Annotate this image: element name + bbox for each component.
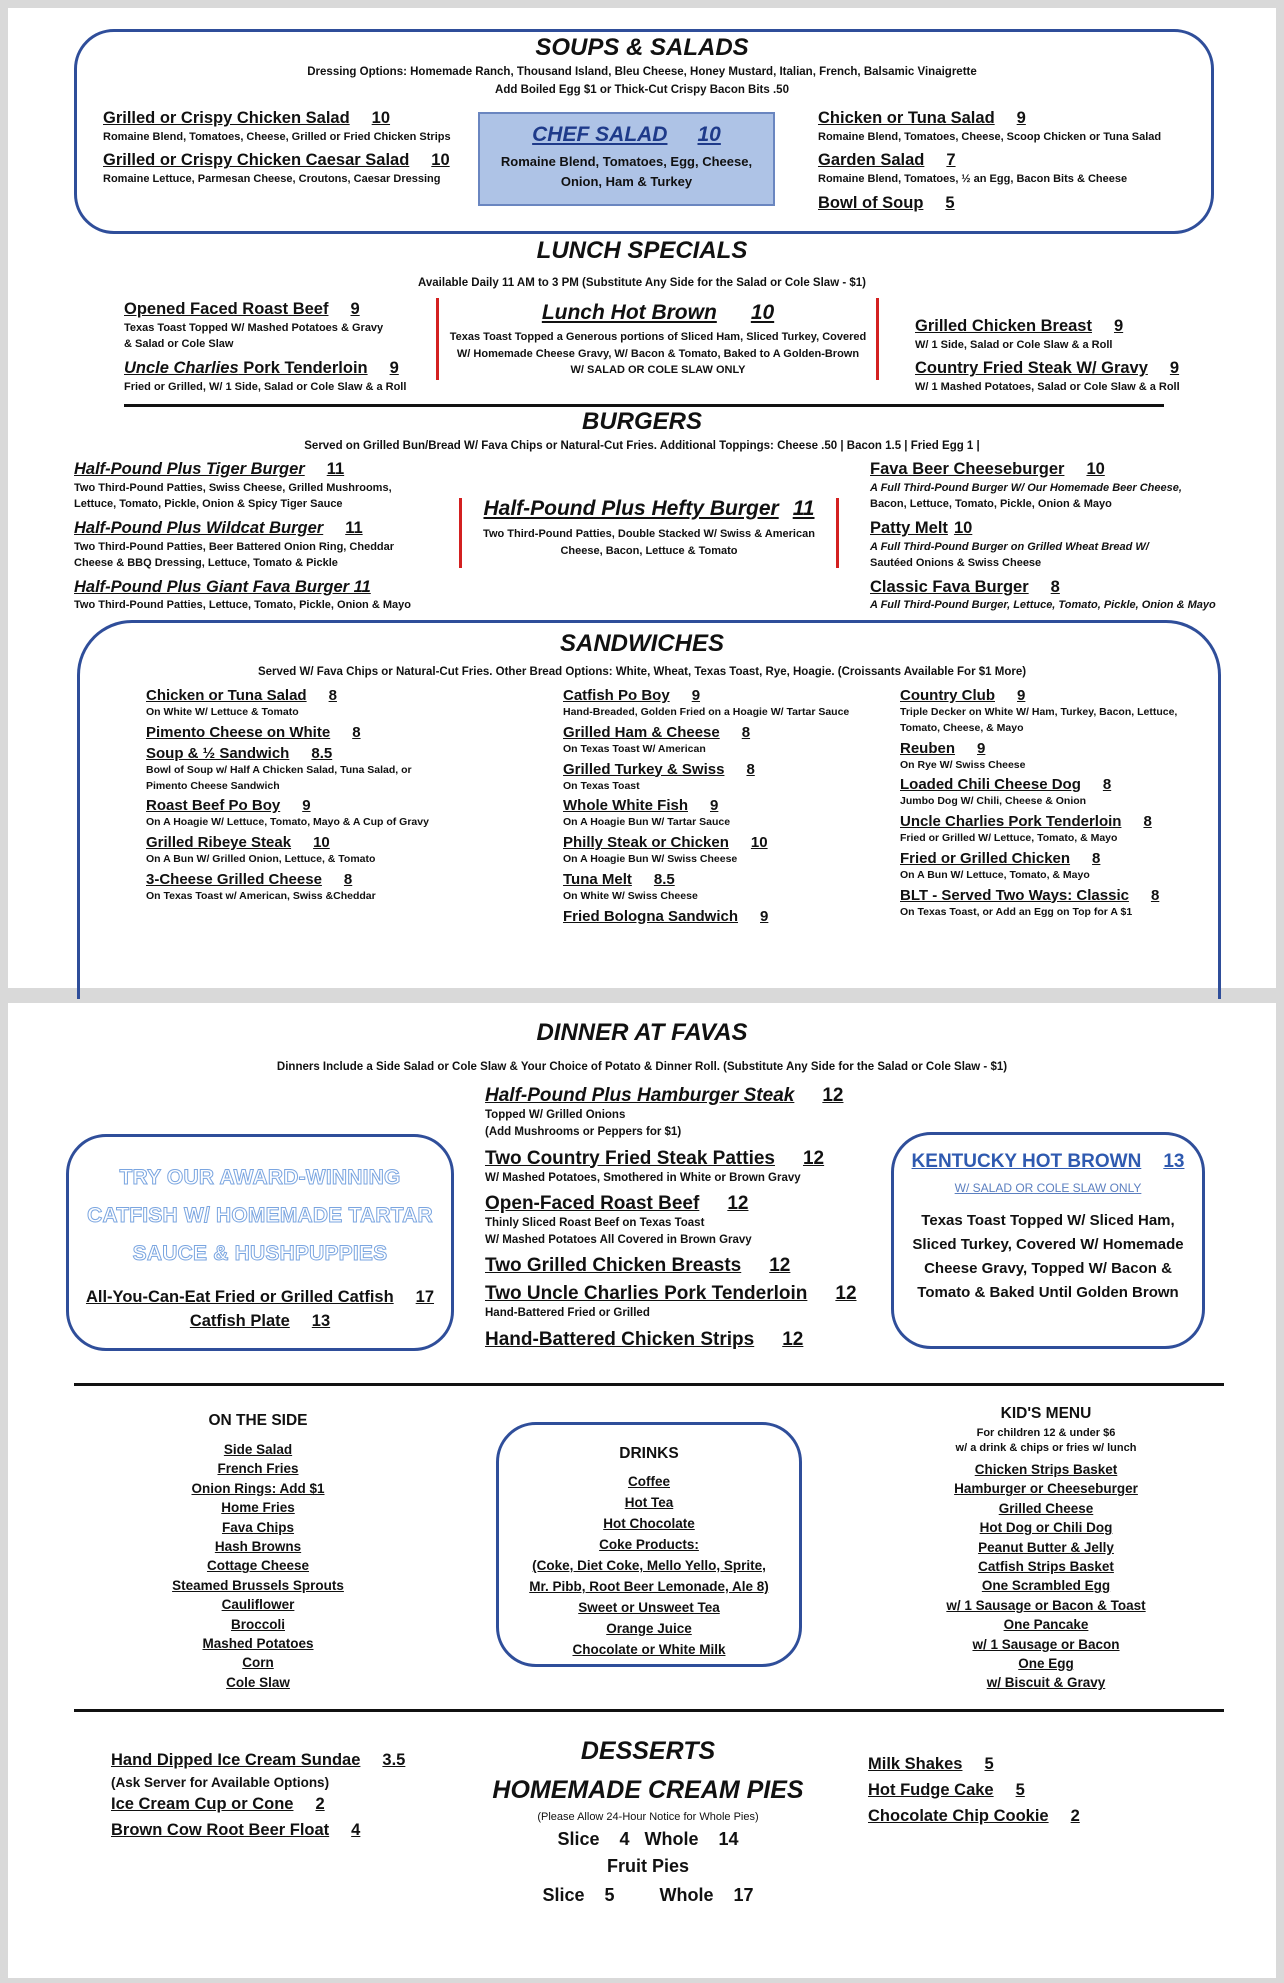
sandwich-item xyxy=(563,797,863,831)
burgers-title: BURGERS xyxy=(581,408,702,435)
burger-desc: Two Third-Pound Patties, Swiss Cheese, Grilled Mushrooms, xyxy=(74,481,392,494)
sandwich-price: 8 xyxy=(352,723,361,741)
dessert-name: Ice Cream Cup or Cone xyxy=(111,1794,294,1813)
kids-item: Catfish Strips Basket xyxy=(978,1559,1114,1575)
sandwich-name: Fried Bologna Sandwich xyxy=(563,907,739,925)
burger-name: Half-Pound Plus Tiger Burger xyxy=(74,460,305,478)
red-divider xyxy=(876,298,879,380)
dinner-item-price: 12 xyxy=(727,1192,749,1214)
side-item: Steamed Brussels Sprouts xyxy=(172,1577,344,1593)
sandwich-name: Philly Steak or Chicken xyxy=(563,834,729,851)
sandwich-desc: On A Hoagie W/ Lettuce, Tomato, Mayo & A Cup of Gravy xyxy=(146,816,429,829)
dessert-name: Hand Dipped Ice Cream Sundae xyxy=(111,1751,361,1769)
desserts-center xyxy=(448,1737,848,1906)
sandwich-name: Grilled Ham & Cheese xyxy=(563,723,720,741)
catfish-item xyxy=(69,1309,451,1333)
dessert-name: Milk Shakes xyxy=(868,1755,963,1773)
lunch-item-desc: W/ 1 Side, Salad or Cole Slaw & a Roll xyxy=(915,338,1113,351)
sandwich-desc: On A Bun W/ Grilled Onion, Lettuce, & Tomato xyxy=(146,853,376,865)
lunch-item-desc: Texas Toast Topped W/ Mashed Potatoes & Gravy xyxy=(124,321,384,334)
dinner-item xyxy=(485,1283,857,1322)
on-the-side-title: ON THE SIDE xyxy=(208,1412,308,1429)
kids-menu-title: KID'S MENU xyxy=(1000,1405,1092,1422)
burgers-right-column xyxy=(870,460,1216,620)
sandwich-desc: On Texas Toast xyxy=(563,779,640,792)
sandwich-price: 8 xyxy=(741,723,751,741)
sandwich-desc: Triple Decker on White W/ Ham, Turkey, Bacon, Lettuce, Tomato, Cheese, & Mayo xyxy=(900,706,1178,734)
sandwich-item xyxy=(900,740,1200,774)
dinner-item xyxy=(485,1148,857,1187)
sandwich-price: 8 xyxy=(1150,886,1160,904)
lunch-item-name: Country Fried Steak W/ Gravy xyxy=(915,359,1148,378)
kentucky-hot-brown-desc xyxy=(894,1209,1202,1305)
desserts-left xyxy=(111,1751,405,1840)
cream-pie-prices xyxy=(448,1829,848,1850)
sandwich-name: Whole White Fish xyxy=(563,797,688,815)
hefty-burger-desc: Two Third-Pound Patties, Double Stacked W/ Swiss & American xyxy=(483,528,815,540)
side-item: Onion Rings: Add $1 xyxy=(191,1480,325,1496)
salad-desc: Romaine Lettuce, Parmesan Cheese, Croutons, Caesar Dressing xyxy=(103,173,441,186)
sandwich-item xyxy=(900,687,1200,737)
salad-name: Bowl of Soup xyxy=(818,193,924,212)
side-item: Broccoli xyxy=(230,1616,285,1632)
hot-brown-price: 10 xyxy=(750,301,775,324)
hefty-burger-desc: Cheese, Bacon, Lettuce & Tomato xyxy=(560,544,738,557)
salads-left-column xyxy=(103,109,451,194)
sandwich-desc: On White W/ Lettuce & Tomato xyxy=(146,706,299,718)
burger-price: 8 xyxy=(1050,577,1060,596)
catfish-promo-line: CATFISH W/ HOMEMADE TARTAR xyxy=(87,1204,433,1227)
dessert-price: 5 xyxy=(984,1755,994,1773)
burger-desc: Sautéed Onions & Swiss Cheese xyxy=(870,557,1042,570)
dinner-item-price: 12 xyxy=(835,1283,857,1305)
lunch-item-price: 9 xyxy=(389,358,399,377)
dessert-name: Hot Fudge Cake xyxy=(868,1780,994,1799)
desserts-title: DESSERTS xyxy=(580,1737,716,1765)
drink-item: Coffee xyxy=(627,1474,670,1489)
dessert-price: 2 xyxy=(1070,1806,1080,1825)
cream-pie-whole: Whole 14 xyxy=(644,1829,739,1849)
sandwich-desc: On Texas Toast W/ American xyxy=(563,742,706,755)
dinner-item-name: Two Uncle Charlies Pork Tenderloin xyxy=(485,1283,808,1305)
kids-note: For children 12 & under $6 xyxy=(976,1427,1116,1439)
sandwich-item xyxy=(900,776,1200,810)
dessert-name: Chocolate Chip Cookie xyxy=(868,1806,1049,1825)
sandwich-name: Pimento Cheese on White xyxy=(146,723,331,741)
drink-item: Orange Juice xyxy=(606,1621,692,1636)
kids-item: Peanut Butter & Jelly xyxy=(978,1539,1114,1555)
section-divider xyxy=(74,1709,1224,1712)
dessert-price: 4 xyxy=(351,1820,361,1839)
side-item: Home Fries xyxy=(221,1500,295,1516)
dinner-note: Dinners Include a Side Salad or Cole Slaw & Your Choice of Potato & Dinner Roll. (Substitute Any Side for the Salad or Cole Slaw - $1) xyxy=(276,1061,1008,1073)
burger-desc: Bacon, Lettuce, Tomato, Pickle, Onion & Mayo xyxy=(870,498,1112,511)
lunch-note: Available Daily 11 AM to 3 PM (Substitute Any Side for the Salad or Cole Slaw - $1) xyxy=(418,277,866,289)
red-divider xyxy=(836,498,839,568)
sandwich-price: 8 xyxy=(343,870,353,888)
sandwich-desc: On Texas Toast w/ American, Swiss &Cheddar xyxy=(146,889,376,902)
catfish-promo xyxy=(69,1159,451,1273)
cream-pies-title: HOMEMADE CREAM PIES xyxy=(492,1776,804,1804)
fruit-pies-title: Fruit Pies xyxy=(606,1856,690,1876)
salad-name: Grilled or Crispy Chicken Caesar Salad xyxy=(103,151,410,170)
chef-salad-box xyxy=(478,112,775,206)
dessert-price: 3.5 xyxy=(382,1751,406,1769)
lunch-right-column xyxy=(915,317,1180,402)
hot-brown-name: Lunch Hot Brown xyxy=(541,301,717,324)
sandwich-desc: On A Hoagie Bun W/ Tartar Sauce xyxy=(563,816,731,829)
side-item: French Fries xyxy=(217,1461,299,1477)
lunch-specials-title: LUNCH SPECIALS xyxy=(536,237,748,264)
kentucky-hot-brown-box xyxy=(891,1132,1205,1349)
salad-price: 9 xyxy=(1016,109,1026,127)
salads-right-column xyxy=(818,109,1161,219)
dinner-item-name: Two Country Fried Steak Patties xyxy=(485,1147,775,1169)
sandwich-item xyxy=(563,761,863,795)
fruit-pie-prices xyxy=(448,1885,848,1906)
lunch-hot-brown xyxy=(443,301,873,379)
kids-item: Hamburger or Cheeseburger xyxy=(954,1481,1138,1497)
kids-menu xyxy=(896,1405,1196,1693)
burger-desc: Cheese & BBQ Dressing, Lettuce, Tomato & Pickle xyxy=(74,557,338,570)
salad-name: Garden Salad xyxy=(818,151,925,170)
sandwich-name: Grilled Turkey & Swiss xyxy=(563,760,725,778)
lunch-item-price: 9 xyxy=(1169,359,1180,378)
chef-salad-title: CHEF SALAD 10 xyxy=(532,123,721,146)
menu-page-2 xyxy=(8,1003,1276,1978)
kids-list xyxy=(896,1460,1196,1693)
kids-item: Hot Dog or Chili Dog xyxy=(979,1520,1113,1536)
sandwiches-note: Served W/ Fava Chips or Natural-Cut Fries. Other Bread Options: White, Wheat, Texas Toast, Rye, Hoagie. (Croissants Available For $1 More) xyxy=(257,666,1027,678)
salad-desc: Romaine Blend, Tomatoes, ½ an Egg, Bacon Bits & Cheese xyxy=(818,173,1128,186)
sandwich-item xyxy=(900,813,1200,847)
chef-salad-desc: Romaine Blend, Tomatoes, Egg, Cheese, xyxy=(500,154,753,169)
salad-price: 10 xyxy=(371,109,391,127)
burger-desc: A Full Third-Pound Burger W/ Our Homemade Beer Cheese, xyxy=(870,481,1182,494)
sandwich-item xyxy=(146,745,446,795)
red-divider xyxy=(436,298,439,380)
menu-page-1 xyxy=(8,8,1276,988)
salad-price: 7 xyxy=(946,151,956,170)
on-the-side xyxy=(108,1412,408,1692)
burgers-note: Served on Grilled Bun/Bread W/ Fava Chips or Natural-Cut Fries. Additional Toppings: Cheese .50 | Bacon 1.5 | Fried Egg 1 | xyxy=(304,440,980,452)
hot-brown-desc-line: Sliced Turkey, Covered W/ Homemade xyxy=(912,1236,1184,1253)
sandwiches-column-2 xyxy=(563,687,863,929)
sandwich-price: 8 xyxy=(1102,776,1112,794)
catfish-item-name: Catfish Plate xyxy=(189,1312,290,1330)
side-item: Corn xyxy=(242,1655,274,1671)
hot-brown-desc: W/ Homemade Cheese Gravy, W/ Bacon & Tomato, Baked to A Golden-Brown xyxy=(456,347,860,360)
dinner-item-price: 12 xyxy=(822,1085,844,1106)
sandwich-price: 9 xyxy=(691,687,701,704)
sandwich-desc: On A Hoagie Bun W/ Swiss Cheese xyxy=(563,853,738,865)
sandwich-price: 8.5 xyxy=(653,870,675,888)
side-item: Mashed Potatoes xyxy=(202,1636,314,1652)
drinks-title: DRINKS xyxy=(619,1445,679,1462)
sandwich-item xyxy=(146,687,446,721)
dinner-item-price: 12 xyxy=(769,1255,791,1277)
kids-item: One Egg xyxy=(1018,1656,1074,1672)
lunch-item-desc: Fried or Grilled, W/ 1 Side, Salad or Cole Slaw & a Roll xyxy=(124,380,407,393)
burger-price: 11 xyxy=(326,460,345,478)
dinner-item-name: Two Grilled Chicken Breasts xyxy=(485,1255,742,1277)
kids-note: w/ a drink & chips or fries w/ lunch xyxy=(955,1442,1137,1454)
lunch-item-name: Pork Tenderloin xyxy=(238,358,368,377)
salad-price: 5 xyxy=(945,193,955,212)
dinner-item xyxy=(485,1193,857,1250)
dinner-item-name: Hand-Battered Chicken Strips xyxy=(485,1328,755,1350)
sandwich-name: Tuna Melt xyxy=(563,870,632,888)
salad-name: Chicken or Tuna Salad xyxy=(818,109,995,127)
burger-price: 11 xyxy=(345,518,363,537)
kentucky-hot-brown-title: KENTUCKY HOT BROWN 13 xyxy=(911,1151,1185,1172)
sandwich-name: Catfish Po Boy xyxy=(563,687,670,704)
burger-name: Half-Pound Plus Wildcat Burger xyxy=(74,518,324,537)
sandwich-desc: On Texas Toast, or Add an Egg on Top for A $1 xyxy=(900,905,1133,918)
dressing-options: Dressing Options: Homemade Ranch, Thousand Island, Bleu Cheese, Honey Mustard, Italian, French, Balsamic Vinaigrette xyxy=(307,66,977,78)
sandwich-name: Loaded Chili Cheese Dog xyxy=(900,776,1081,794)
kids-item: One Scrambled Egg xyxy=(981,1578,1111,1594)
burger-price: 10 xyxy=(1086,460,1105,478)
sandwiches-column-1 xyxy=(146,687,446,908)
burger-desc: Two Third-Pound Patties, Lettuce, Tomato, Pickle, Onion & Mayo xyxy=(74,599,411,612)
burger-name: Classic Fava Burger xyxy=(870,577,1029,596)
hefty-burger-name: Half-Pound Plus Hefty Burger xyxy=(483,497,779,520)
sandwich-price: 8 xyxy=(328,687,337,704)
hefty-burger xyxy=(464,497,834,559)
sandwich-item xyxy=(146,797,446,831)
dinner-item-price: 12 xyxy=(782,1328,804,1350)
sandwich-price: 8 xyxy=(1143,813,1152,830)
sandwich-name: Chicken or Tuna Salad xyxy=(146,687,307,704)
sandwiches-title: SANDWICHES xyxy=(559,630,724,657)
catfish-item xyxy=(69,1285,451,1309)
sandwich-name: BLT - Served Two Ways: Classic xyxy=(900,886,1129,904)
cream-pie-slice: Slice 4 xyxy=(557,1829,630,1849)
dessert-price: 2 xyxy=(315,1794,325,1813)
drink-item: Hot Tea xyxy=(624,1495,674,1510)
sandwich-item xyxy=(563,687,863,721)
sandwich-price: 8 xyxy=(1092,849,1101,867)
section-divider xyxy=(74,1383,1224,1386)
dinner-title: DINNER AT FAVAS xyxy=(536,1019,748,1046)
burger-desc: Two Third-Pound Patties, Beer Battered Onion Ring, Cheddar xyxy=(74,540,395,553)
kids-item: Chicken Strips Basket xyxy=(974,1462,1118,1477)
sandwich-price: 10 xyxy=(750,834,768,851)
kids-item: One Pancake xyxy=(1003,1617,1089,1633)
sandwich-item xyxy=(563,834,863,868)
sandwich-desc: Jumbo Dog W/ Chili, Cheese & Onion xyxy=(900,795,1087,808)
sides-list xyxy=(108,1440,408,1692)
pies-note: (Please Allow 24-Hour Notice for Whole Pies) xyxy=(537,1811,759,1823)
sandwich-desc: On A Bun W/ Lettuce, Tomato, & Mayo xyxy=(900,868,1090,881)
hot-brown-desc: Texas Toast Topped a Generous portions of Sliced Ham, Sliced Turkey, Covered xyxy=(449,331,867,343)
sandwich-price: 9 xyxy=(977,739,986,757)
sandwich-item xyxy=(146,724,446,742)
dinner-item-desc: (Add Mushrooms or Peppers for $1) xyxy=(485,1126,682,1139)
kids-item: w/ 1 Sausage or Bacon xyxy=(972,1636,1120,1652)
side-item: Cole Slaw xyxy=(226,1674,290,1690)
drink-item: Coke Products: xyxy=(599,1537,699,1552)
lunch-item-desc: & Salad or Cole Slaw xyxy=(124,338,234,351)
dinner-item-desc: W/ Mashed Potatoes, Smothered in White or Brown Gravy xyxy=(485,1171,801,1184)
burger-desc: A Full Third-Pound Burger, Lettuce, Tomato, Pickle, Onion & Mayo xyxy=(870,599,1216,612)
sandwich-price: 9 xyxy=(760,907,769,925)
sandwich-item xyxy=(146,871,446,905)
sandwich-desc: Hand-Breaded, Golden Fried on a Hoagie W/ Tartar Sauce xyxy=(563,706,850,718)
salad-price: 10 xyxy=(431,151,450,170)
dessert-name: Brown Cow Root Beer Float xyxy=(111,1820,330,1839)
chef-salad-desc: Onion, Ham & Turkey xyxy=(560,174,693,189)
drink-item: Sweet or Unsweet Tea xyxy=(578,1600,720,1615)
sandwiches-column-3 xyxy=(900,687,1200,923)
sandwich-price: 8.5 xyxy=(311,744,333,762)
catfish-item-price: 17 xyxy=(415,1288,435,1306)
kids-item: Grilled Cheese xyxy=(998,1500,1094,1516)
sandwich-item xyxy=(146,834,446,868)
burger-name: Patty Melt xyxy=(870,518,948,537)
hefty-burger-price: 11 xyxy=(792,497,815,520)
fruit-pie-slice: Slice 5 xyxy=(542,1885,615,1905)
sandwich-desc: Bowl of Soup w/ Half A Chicken Salad, Tuna Salad, or Pimento Cheese Sandwich xyxy=(146,763,412,792)
catfish-item-name: All-You-Can-Eat Fried or Grilled Catfish xyxy=(85,1288,394,1306)
lunch-item-desc: W/ 1 Mashed Potatoes, Salad or Cole Slaw & a Roll xyxy=(915,381,1180,394)
lunch-item-price: 9 xyxy=(1113,317,1124,335)
burger-name: Fava Beer Cheeseburger xyxy=(870,460,1065,478)
fruit-pie-whole: Whole 17 xyxy=(659,1885,754,1905)
catfish-promo-line: SAUCE & HUSHPUPPIES xyxy=(132,1242,388,1265)
sandwich-desc: On Rye W/ Swiss Cheese xyxy=(900,758,1026,771)
dinner-item xyxy=(485,1329,857,1351)
lunch-left-column xyxy=(124,300,406,401)
side-item: Cottage Cheese xyxy=(206,1558,310,1574)
sandwich-item xyxy=(563,724,863,758)
dinner-item-name: Half-Pound Plus Hamburger Steak xyxy=(485,1085,795,1106)
catfish-item-price: 13 xyxy=(311,1312,331,1330)
dinner-item-desc: Thinly Sliced Roast Beef on Texas Toast xyxy=(485,1216,705,1229)
salad-addons: Add Boiled Egg $1 or Thick-Cut Crispy Bacon Bits .50 xyxy=(495,84,789,96)
burger-price: 10 xyxy=(953,518,973,537)
salad-desc: Romaine Blend, Tomatoes, Cheese, Scoop Chicken or Tuna Salad xyxy=(818,130,1162,143)
salad-desc: Romaine Blend, Tomatoes, Cheese, Grilled or Fried Chicken Strips xyxy=(103,130,451,143)
drinks-list xyxy=(499,1471,799,1660)
sandwich-price: 10 xyxy=(313,834,330,851)
sandwich-item xyxy=(900,850,1200,884)
sandwich-price: 9 xyxy=(302,797,311,815)
hot-brown-desc-line: Texas Toast Topped W/ Sliced Ham, xyxy=(921,1212,1175,1229)
side-item: Hash Browns xyxy=(214,1539,302,1555)
sandwich-name: Fried or Grilled Chicken xyxy=(900,849,1071,867)
sandwich-price: 9 xyxy=(710,797,719,815)
sandwich-name: Uncle Charlies Pork Tenderloin xyxy=(900,813,1122,830)
dinner-entrees xyxy=(485,1085,857,1357)
sandwich-name: Reuben xyxy=(900,739,956,757)
catfish-promo-line: TRY OUR AWARD-WINNING xyxy=(119,1166,401,1189)
dessert-price: 5 xyxy=(1015,1780,1025,1799)
drinks-box xyxy=(496,1422,802,1667)
dinner-item-name: Open-Faced Roast Beef xyxy=(485,1192,700,1214)
soups-salads-title: SOUPS & SALADS xyxy=(535,34,749,61)
drink-item: Mr. Pibb, Root Beer Lemonade, Ale 8) xyxy=(529,1579,769,1594)
lunch-item-name-em: Uncle Charlies xyxy=(124,358,239,377)
dinner-item xyxy=(485,1085,857,1142)
sandwich-name: Country Club xyxy=(900,687,995,704)
side-item: Side Salad xyxy=(223,1442,293,1457)
burgers-left-column xyxy=(74,460,411,620)
drink-item: Chocolate or White Milk xyxy=(572,1642,726,1657)
sandwich-desc: Fried or Grilled W/ Lettuce, Tomato, & Mayo xyxy=(900,832,1118,844)
lunch-item-name: Grilled Chicken Breast xyxy=(915,317,1092,335)
lunch-item-name: Opened Faced Roast Beef xyxy=(124,300,329,318)
sandwich-price: 8 xyxy=(746,760,755,778)
drink-item: Hot Chocolate xyxy=(603,1516,695,1531)
hot-brown-desc-line: Cheese Gravy, Topped W/ Bacon & xyxy=(924,1260,1172,1277)
sandwich-name: Roast Beef Po Boy xyxy=(146,797,281,815)
catfish-box xyxy=(66,1134,454,1351)
dinner-item xyxy=(485,1255,857,1277)
burger-desc: A Full Third-Pound Burger on Grilled Wheat Bread W/ xyxy=(870,540,1149,553)
sandwich-item xyxy=(900,887,1200,921)
lunch-item-price: 9 xyxy=(350,300,360,318)
hot-brown-desc: W/ SALAD OR COLE SLAW ONLY xyxy=(570,364,746,376)
kids-item: w/ Biscuit & Gravy xyxy=(986,1675,1106,1691)
sandwich-price: 9 xyxy=(1017,687,1026,704)
sandwich-name: Soup & ½ Sandwich xyxy=(146,744,290,762)
hot-brown-desc-line: Tomato & Baked Until Golden Brown xyxy=(917,1284,1179,1301)
sandwich-item xyxy=(563,871,863,905)
red-divider xyxy=(459,498,462,568)
kids-item: w/ 1 Sausage or Bacon & Toast xyxy=(946,1597,1146,1613)
side-item: Cauliflower xyxy=(221,1597,295,1613)
dinner-item-price: 12 xyxy=(802,1147,825,1169)
dinner-item-desc: Hand-Battered Fried or Grilled xyxy=(485,1307,650,1320)
section-divider xyxy=(124,404,1164,407)
dinner-item-desc: W/ Mashed Potatoes All Covered in Brown Gravy xyxy=(485,1234,752,1246)
burger-desc: Lettuce, Tomato, Pickle, Onion & Spicy Tiger Sauce xyxy=(74,498,343,511)
sandwich-item xyxy=(563,908,863,926)
burger-name: Half-Pound Plus Giant Fava Burger 11 xyxy=(74,577,371,596)
kentucky-hot-brown-sub: W/ SALAD OR COLE SLAW ONLY xyxy=(954,1181,1142,1195)
sandwich-desc: On White W/ Swiss Cheese xyxy=(563,889,698,902)
dinner-item-desc: Topped W/ Grilled Onions xyxy=(485,1109,626,1121)
sandwich-name: 3-Cheese Grilled Cheese xyxy=(146,870,322,888)
sandwich-name: Grilled Ribeye Steak xyxy=(146,834,292,851)
desserts-right xyxy=(868,1755,1080,1826)
dessert-desc: (Ask Server for Available Options) xyxy=(111,1774,330,1790)
salad-name: Grilled or Crispy Chicken Salad xyxy=(103,109,350,127)
drink-item: (Coke, Diet Coke, Mello Yello, Sprite, xyxy=(532,1558,766,1573)
side-item: Fava Chips xyxy=(221,1519,295,1535)
